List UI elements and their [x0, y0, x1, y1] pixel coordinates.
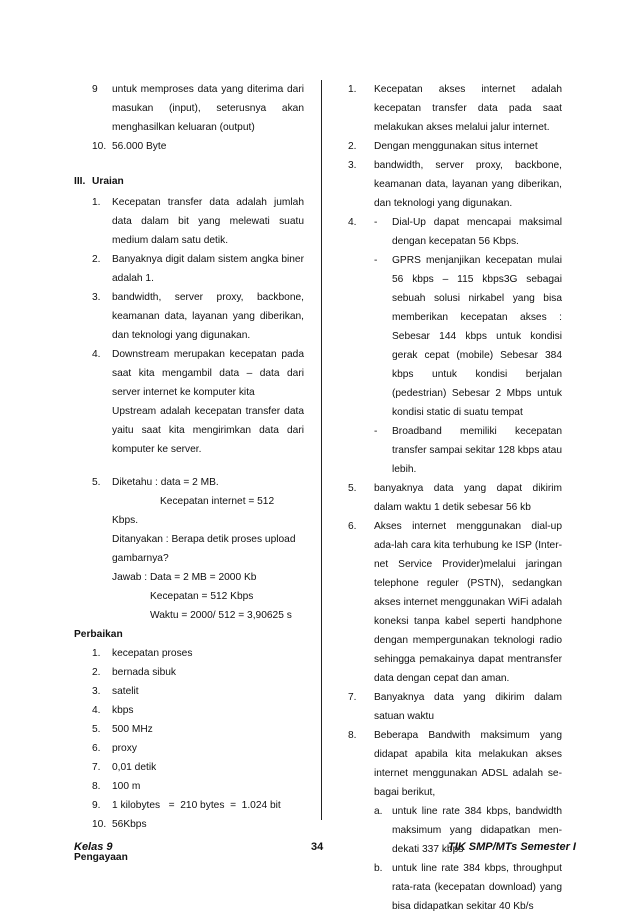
pengayaan-item-3: [348, 156, 562, 213]
item-text: satelit: [112, 686, 139, 697]
item-text: Beberapa Bandwith maksimum yang didapat apabila kita melakukan akses internet menggunakan ADSL adalah se-bagai berikut,: [374, 730, 562, 798]
item-text: Kecepatan akses internet adalah kecepatan transfer data pada saat melakukan akses melalui jalur internet.: [374, 84, 562, 133]
perbaikan-item: [92, 644, 304, 663]
perbaikan-item: [92, 796, 304, 815]
item-number: 7.: [92, 762, 101, 773]
perbaikan-item: [92, 815, 304, 834]
item-number: 8.: [92, 781, 101, 792]
item-text: kbps: [112, 705, 134, 716]
problem-speed: Kecepatan internet = 512: [160, 496, 275, 507]
section-number: III.: [74, 176, 86, 187]
item-number: 5.: [92, 477, 101, 488]
item-number: 2.: [348, 141, 357, 152]
item-number: 3.: [348, 160, 357, 171]
adsl-subitem-b: [374, 859, 562, 916]
item-text: Akses internet menggunakan dial-up ada-lah cara kita terhubung ke ISP (Inter-net Service Provider)melalui jaringan telephone reguler (PSTN), sedangkan akses internet menggunakan WiFi adalah koneksi tanpa kabel seperti handphone dengan mempergunakan teknologi radio sehingga pemakainya dapat mentransfer data dengan cepat dan aman.: [374, 521, 562, 684]
item-number: 6.: [348, 521, 357, 532]
item-text: kecepatan proses: [112, 648, 193, 659]
problem-given: Diketahu : data = 2 MB.: [112, 477, 219, 488]
dash-marker: -: [374, 426, 378, 437]
item-text: untuk memproses data yang diterima dari masukan (input), seterusnya akan menghasilkan keluaran (output): [112, 84, 304, 133]
item-number: 4.: [92, 705, 101, 716]
item-text: 56Kbps: [112, 819, 147, 830]
section-uraian-heading: [74, 172, 304, 191]
subitem-text: untuk line rate 384 kbps, bandwidth maksimum yang didapatkan men-dekati 337 kbps: [392, 806, 562, 855]
broadband-subitem: [374, 422, 562, 479]
dash-marker: -: [374, 255, 378, 266]
dash-marker: -: [374, 217, 378, 228]
pengayaan-item-4: [348, 213, 562, 479]
perbaikan-item: [92, 739, 304, 758]
pengayaan-item-7: [348, 688, 562, 726]
item-text: Kecepatan transfer data adalah jumlah data dalam bit yang melewati suatu medium dalam satu detik.: [112, 197, 304, 246]
upstream-paragraph: [92, 402, 304, 459]
item-text: bandwidth, server proxy, backbone, keamanan data, layanan yang diberikan, dan teknologi yang digunakan.: [374, 160, 562, 209]
subitem-text: untuk line rate 384 kbps, throughput rata-rata (kecepatan download) yang bisa didapatkan sekitar 40 Kb/s: [392, 863, 562, 912]
subitem-text: Broadband memiliki kecepatan transfer sampai sekitar 128 kbps atau lebih.: [392, 426, 562, 475]
pengayaan-item-6: [348, 517, 562, 688]
perbaikan-item: [92, 777, 304, 796]
item-number: 7.: [348, 692, 357, 703]
item-number: 4.: [348, 217, 357, 228]
uraian-item-5: [92, 473, 304, 625]
item-number: 2.: [92, 667, 101, 678]
item-number: 1.: [92, 648, 101, 659]
item-text: banyaknya data yang dapat dikirim dalam waktu 1 detik sebesar 56 kb: [374, 483, 562, 513]
item-number: 9.: [92, 800, 101, 811]
item-text: 1 kilobytes = 210 bytes = 1.024 bit: [112, 800, 281, 811]
item-text: 56.000 Byte: [112, 141, 167, 152]
problem-question: Ditanyakan : Berapa detik proses upload gambarnya?: [112, 534, 296, 564]
item-text: proxy: [112, 743, 137, 754]
pengayaan-item-1: [348, 80, 562, 137]
footer-class-label: Kelas 9: [74, 841, 113, 853]
item-number: 10.: [92, 819, 107, 830]
item-number: 2.: [92, 254, 101, 265]
answer-item-10: [92, 137, 304, 156]
pengayaan-heading: Pengayaan: [74, 852, 128, 863]
perbaikan-item: [92, 663, 304, 682]
perbaikan-item: [92, 682, 304, 701]
pengayaan-item-8: [348, 726, 562, 916]
item-text: Banyaknya digit dalam sistem angka biner adalah 1.: [112, 254, 304, 284]
problem-speed-unit: Kbps.: [112, 515, 139, 526]
pengayaan-item-5: [348, 479, 562, 517]
perbaikan-heading: Perbaikan: [74, 629, 123, 640]
item-number: 3.: [92, 292, 101, 303]
item-text: 100 m: [112, 781, 141, 792]
uraian-item-3: [92, 288, 304, 345]
item-number: 5.: [92, 724, 101, 735]
uraian-item-1: [92, 193, 304, 250]
item-text: Dengan menggunakan situs internet: [374, 141, 538, 152]
item-number: 4.: [92, 349, 101, 360]
subitem-text: GPRS menjanjikan kecepatan mulai 56 kbps – 115 kbps3G sebagai sebuah solusi nirkabel yang bisa memberikan kecepatan akses : Sebesar 144 kbps untuk kondisi gerak cepat (mobile) Sebesar 384 kbps untuk kondisi berjalan (pedestrian) Sebesar 2 Mbps untuk kondisi static di suatu tempat: [392, 255, 562, 418]
item-text: Upstream adalah kecepatan transfer data yaitu saat kita mengirimkan data dari komputer ke server.: [112, 406, 304, 455]
subitem-text: Dial-Up dapat mencapai maksimal dengan kecepatan 56 Kbps.: [392, 217, 562, 247]
item-number: 1.: [348, 84, 357, 95]
item-text: bandwidth, server proxy, backbone, keamanan data, layanan yang diberikan, dan teknologi yang digunakan.: [112, 292, 304, 341]
uraian-item-2: [92, 250, 304, 288]
item-number: 6.: [92, 743, 101, 754]
gprs-subitem: [374, 251, 562, 422]
perbaikan-item: [92, 758, 304, 777]
letter-marker: a.: [374, 806, 383, 817]
footer-book-title: TIK SMP/MTs Semester I: [448, 841, 576, 853]
item-text: bernada sibuk: [112, 667, 177, 678]
answer-item-9: [92, 80, 304, 137]
item-number: 1.: [92, 197, 101, 208]
item-text: 0,01 detik: [112, 762, 157, 773]
item-number: 9: [92, 84, 98, 95]
letter-marker: b.: [374, 863, 383, 874]
item-number: 8.: [348, 730, 357, 741]
column-divider: [321, 80, 322, 820]
dialup-subitem: [374, 213, 562, 251]
section-title: Uraian: [92, 176, 124, 187]
right-column: [348, 80, 562, 916]
pengayaan-item-2: [348, 137, 562, 156]
item-number: 3.: [92, 686, 101, 697]
answer-time: Waktu = 2000/ 512 = 3,90625 s: [150, 610, 292, 621]
item-text: Banyaknya data yang dikirim dalam satuan waktu: [374, 692, 562, 722]
page-number: 34: [311, 841, 324, 853]
answer-speed: Kecepatan = 512 Kbps: [150, 591, 254, 602]
uraian-item-4: [92, 345, 304, 402]
perbaikan-item: [92, 701, 304, 720]
answer-data: Jawab : Data = 2 MB = 2000 Kb: [112, 572, 257, 583]
item-number: 10.: [92, 141, 107, 152]
item-number: 5.: [348, 483, 357, 494]
left-column: [74, 80, 304, 867]
item-text: 500 MHz: [112, 724, 153, 735]
item-text: Downstream merupakan kecepatan pada saat kita mengambil data – data dari server internet ke komputer kita: [112, 349, 304, 398]
perbaikan-item: [92, 720, 304, 739]
